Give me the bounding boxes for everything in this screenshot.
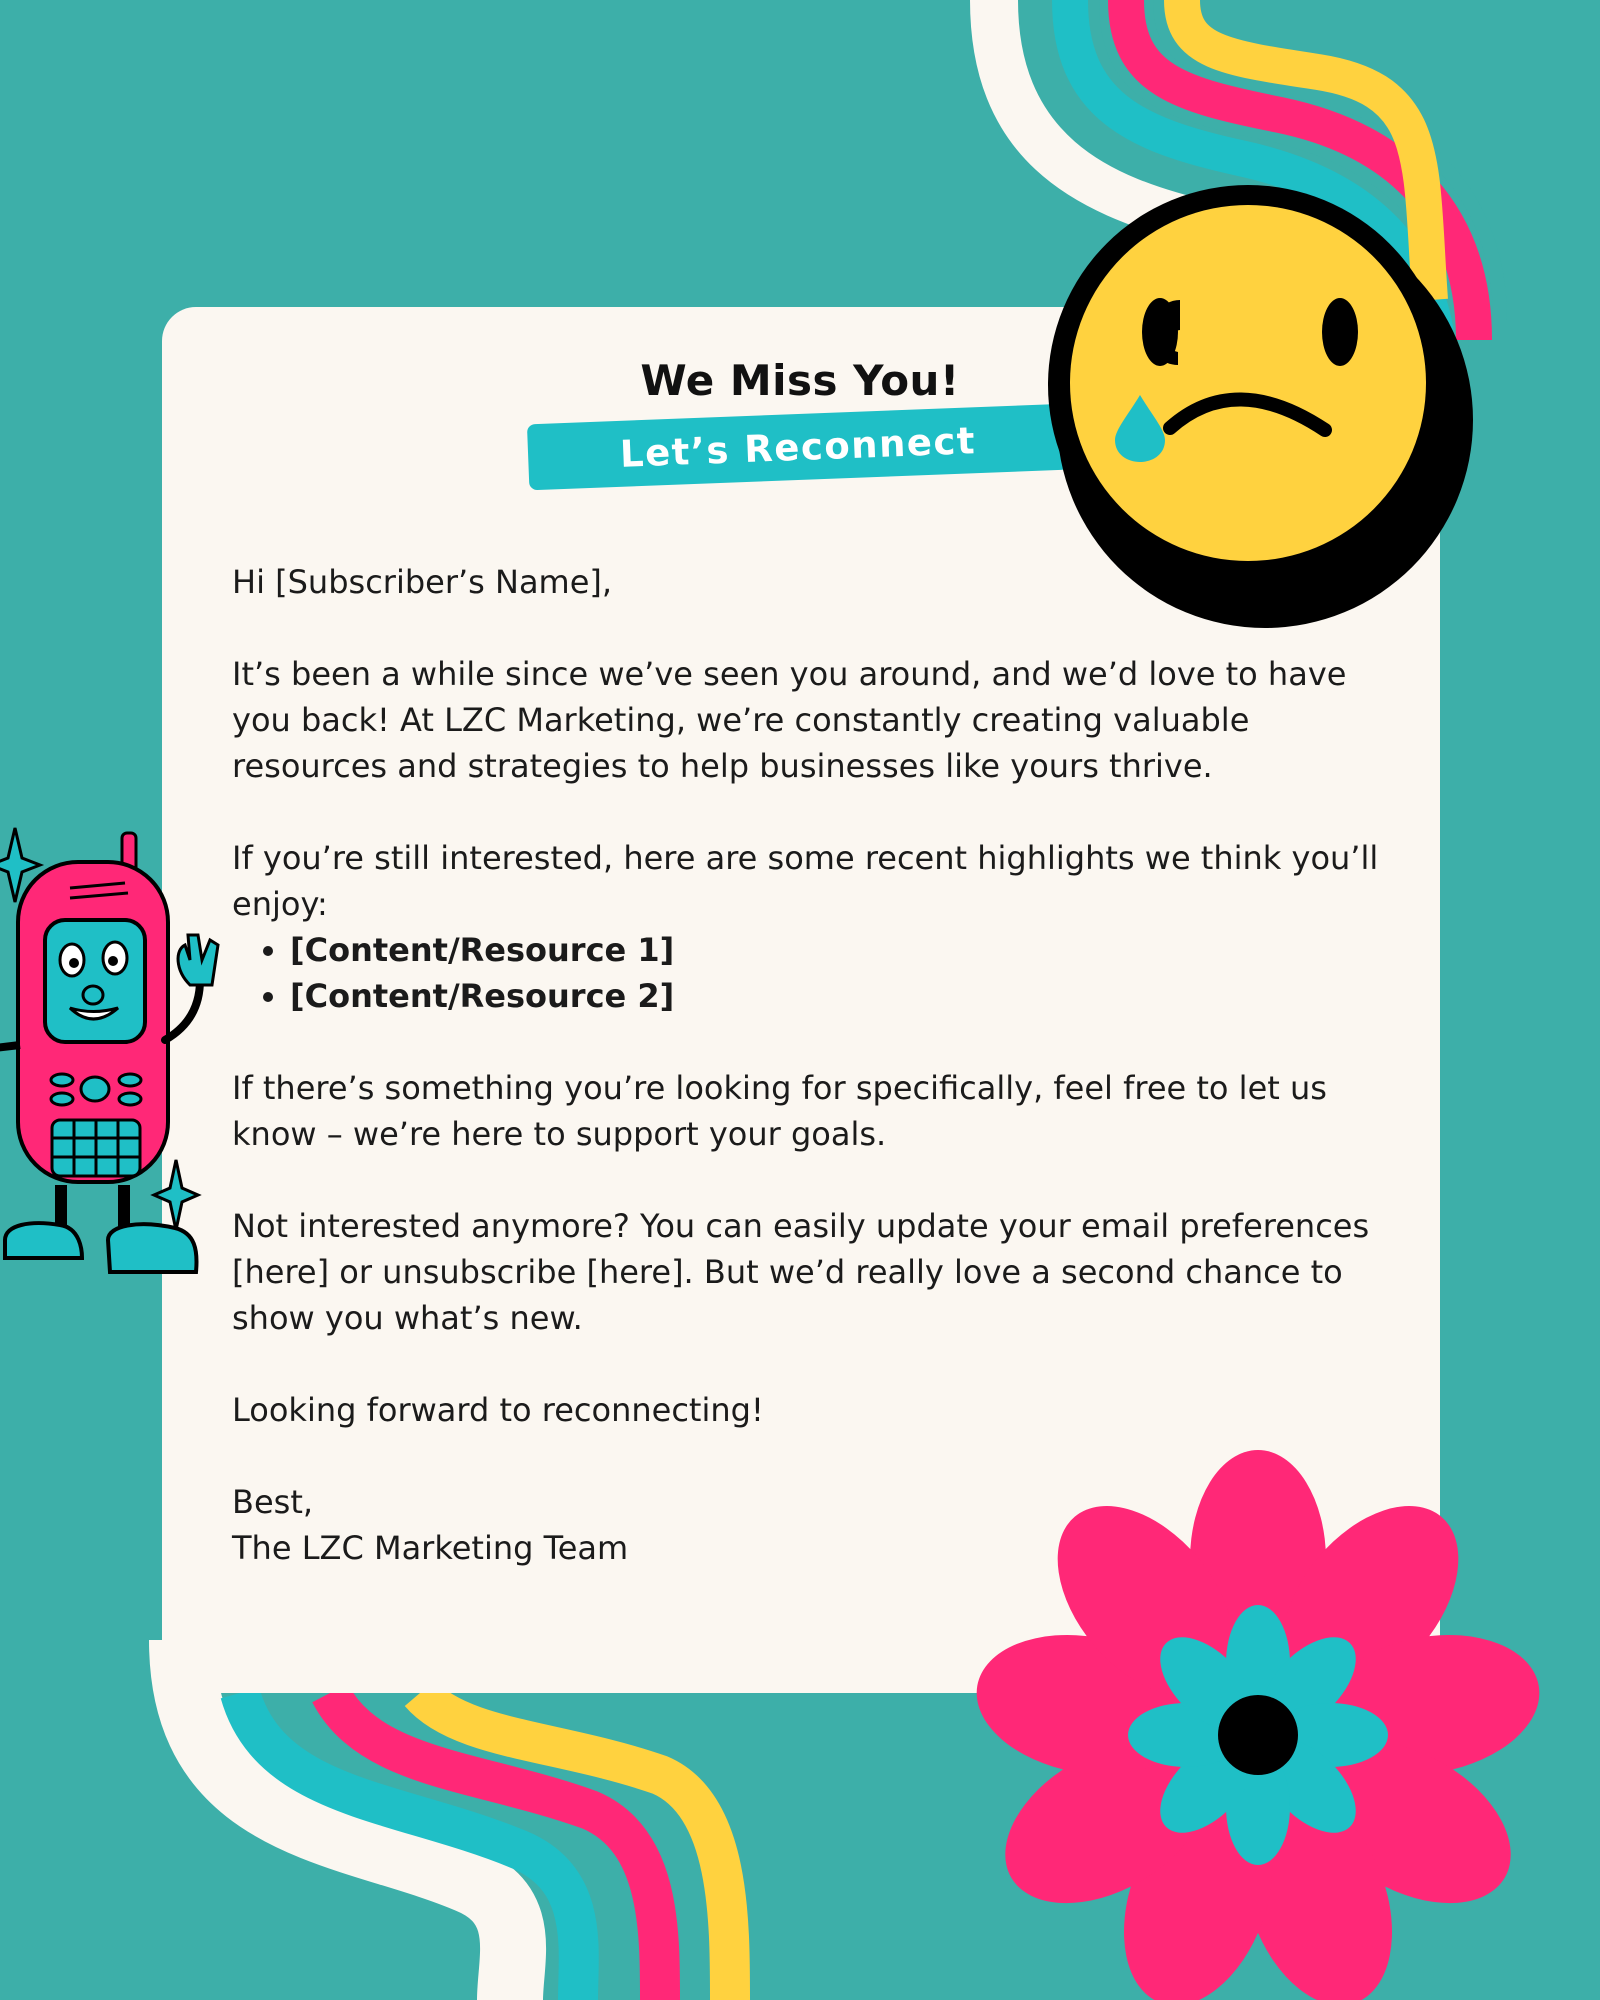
list-item: • [Content/Resource 1] <box>290 927 1382 973</box>
paragraph-intro: It’s been a while since we’ve seen you around, and we’d love to have you back! At LZC Marketing, we’re constantly creating valuable resources and strategies to help businesses like yours thrive. <box>232 655 1347 785</box>
greeting: Hi [Subscriber’s Name], <box>232 563 613 601</box>
paragraph-unsubscribe: Not interested anymore? You can easily update your email preferences [here] or unsubscribe [here]. But we’d really love a second chance to show you what’s new. <box>232 1207 1370 1337</box>
letter-body <box>232 559 1382 1571</box>
highlights-list <box>232 927 1382 1019</box>
page-title: We Miss You! <box>640 356 960 405</box>
list-item: • [Content/Resource 2] <box>290 973 1382 1019</box>
subtitle-text: Let’s Reconnect <box>619 418 977 476</box>
signature: The LZC Marketing Team <box>232 1529 629 1567</box>
closing: Best, <box>232 1483 314 1521</box>
paragraph-closing-line: Looking forward to reconnecting! <box>232 1391 764 1429</box>
paragraph-support: If there’s something you’re looking for specifically, feel free to let us know – we’re here to support your goals. <box>232 1069 1327 1153</box>
paragraph-highlights: If you’re still interested, here are some recent highlights we think you’ll enjoy: <box>232 839 1379 923</box>
